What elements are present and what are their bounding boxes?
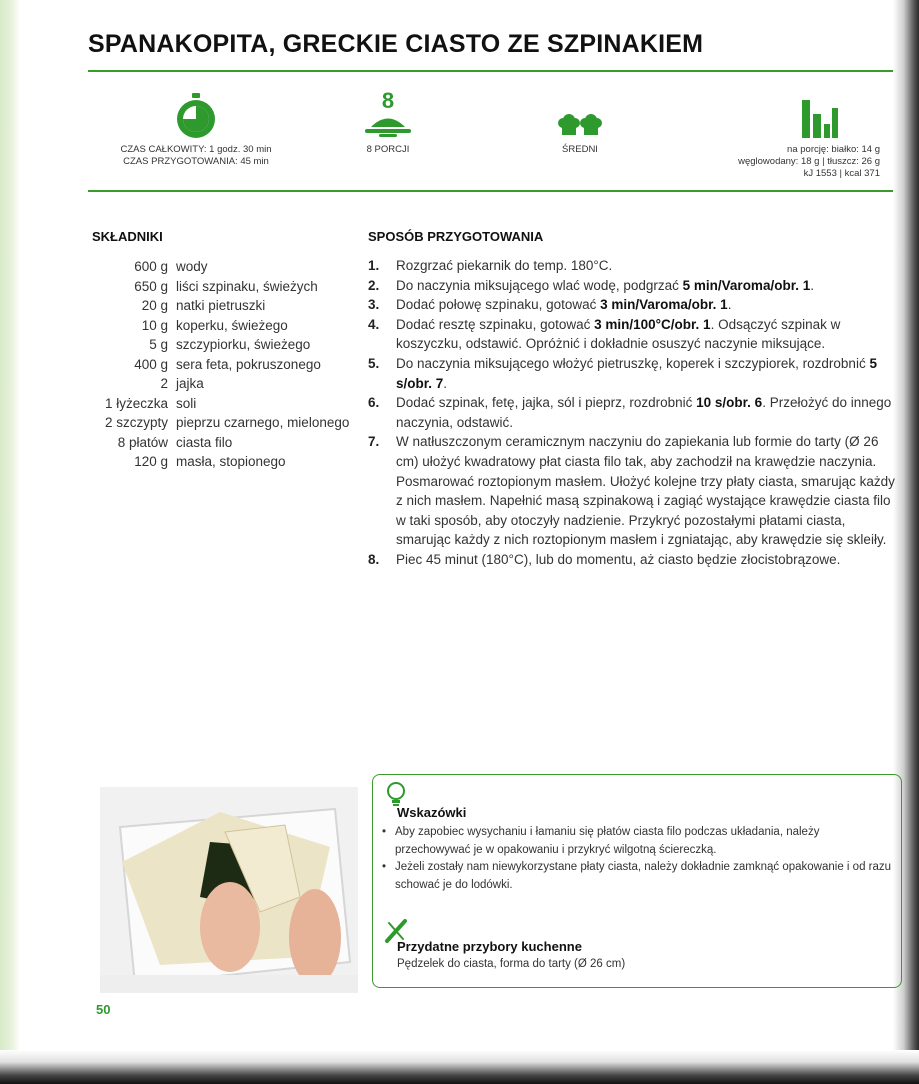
ingredient-quantity: 20 g [141,298,168,313]
ingredient-quantity: 8 płatów [117,434,168,450]
step-text [396,276,896,296]
page-edge-left [0,0,20,1084]
ingredient-row [76,355,356,375]
tip-item: • Jeżeli zostały nam niewykorzystane płaty ciasta, należy dokładnie zamknąć opakowanie i od razu schować je do lodówki. [379,859,894,894]
ingredient-row [76,374,356,394]
step-setting: 5 s/obr. 7 [396,355,877,391]
step-number: 7. [368,434,380,450]
ingredient-quantity: 2 [160,376,168,391]
tip-item: • Aby zapobiec wysychaniu i łamaniu się płatów ciasta filo podczas układania, należy przechowywać je w opakowaniu i przykryć wilgotną ściereczką. [379,824,894,859]
tools-title: Przydatne przybory kuchenne [397,939,582,954]
ingredient-name: natki pietruszki [176,298,266,313]
page-edge-bottom [0,1050,919,1084]
ingredient-row [76,277,356,297]
method-step [368,295,896,315]
step-text [396,550,896,570]
step-setting: 3 min/100°C/obr. 1 [594,316,711,332]
difficulty-label: ŚREDNI [562,144,598,155]
step-number: 8. [368,551,380,567]
portions-label: 8 PORCJI [366,144,410,155]
info-difficulty [520,88,640,156]
ingredient-quantity: 400 g [134,356,168,372]
ingredient-quantity: 120 g [134,454,168,469]
ingredient-name: ciasta filo [176,434,233,450]
step-number: 1. [368,258,380,273]
ingredient-row [76,335,356,355]
ingredient-row [76,394,356,414]
tips-title: Wskazówki [397,805,467,820]
step-text-part: Dodać szpinak, fetę, jajka, sól i pieprz, rozdrobnić [396,395,697,411]
recipe-photo [100,787,358,993]
page-number: 50 [96,1002,111,1017]
method-step [368,256,896,276]
ingredients-list [76,257,356,472]
bar-chart-icon [800,90,840,140]
step-number: 2. [368,277,380,293]
photo-illustration [100,787,358,993]
method-step [368,393,896,432]
lightbulb-icon [383,781,409,807]
step-number: 6. [368,395,380,411]
ingredient-name: sera feta, pokruszonego [176,356,321,372]
recipe-title: SPANAKOPITA, GRECKIE CIASTO ZE SZPINAKIEM [88,30,704,58]
ingredient-name: masła, stopionego [176,454,286,469]
header-rule-bottom [88,190,893,192]
step-text-part: . Przełożyć do innego naczynia, odstawić. [396,395,892,430]
ingredient-name: liści szpinaku, świeżych [176,278,318,294]
nutrition-line-3: kJ 1553 | kcal 371 [803,168,880,179]
method-step [368,550,896,570]
step-text [396,432,896,550]
step-text-part: Do naczynia miksującego wlać wodę, podgrzać [396,277,683,293]
info-portions [338,88,438,156]
info-time [96,88,296,168]
portions-number: 8 [381,88,395,113]
nutrition-line-1: na porcję: białko: 14 g [787,144,880,155]
step-text [396,295,896,315]
method-heading: SPOSÓB PRZYGOTOWANIA [368,229,544,244]
ingredients-heading: SKŁADNIKI [92,229,163,244]
servings-plate-icon [363,112,413,138]
ingredient-row [76,296,356,316]
step-text-part: . [727,297,732,313]
step-text-part: . Odsączyć szpinak w koszyczku, odstawić. Opróżnić i dokładnie osuszyć naczynie miksujące. [396,316,841,352]
method-step [368,432,896,550]
tips-box [372,774,902,988]
step-text-part: Dodać połowę szpinaku, gotować [396,297,601,313]
step-number: 3. [368,297,380,313]
step-text-part: . [443,375,448,391]
step-setting: 5 min/Varoma/obr. 1 [682,277,811,293]
tips-list [379,824,894,894]
step-text-part: Do naczynia miksującego włożyć pietruszkę, koperek i szczypiorek, rozdrobnić [396,355,870,371]
ingredient-row [76,316,356,336]
method-step [368,315,896,354]
ingredient-quantity: 10 g [141,317,168,333]
method-steps [368,256,896,570]
ingredient-quantity: 650 g [134,278,168,294]
ingredient-row [76,413,356,433]
ingredient-row [76,433,356,453]
step-text [396,393,896,432]
step-setting: 10 s/obr. 6 [696,395,763,411]
step-text-part: Piec 45 minut (180°C), lub do momentu, aż ciasto będzie złocistobrązowe. [396,551,841,567]
step-text-part: W natłuszczonym ceramicznym naczyniu do zapiekania lub formie do tarty (Ø 26 cm) ułożyć kwadratowy płat ciasta filo tak, aby zachodził na krawędzie naczynia. Posmarować roztopionym masłem. Ułożyć kolejne trzy płaty ciasta, smarując każdy z nich masłem. Napełnić masą szpinakową i zagiąć wystające krawędzie ciasta filo w taki sposób, aby otoczyły nadzienie. Przykryć pozostałymi płatami ciasta, smarując każdy z nich roztopionym masłem i zgniatając, aby krawędzie się skleiły. [396,434,895,548]
ingredient-name: wody [176,259,208,274]
step-number: 5. [368,355,380,371]
ingredient-quantity: 5 g [149,337,168,352]
method-step [368,354,896,393]
step-text [396,315,896,354]
step-text-part: . [810,277,814,293]
step-text-part: Rozgrzać piekarnik do temp. 180°C. [396,258,613,273]
ingredient-quantity: 1 łyżeczka [104,395,168,411]
header-rule-top [88,70,893,72]
ingredient-name: koperku, świeżego [176,317,288,333]
step-number: 4. [368,316,380,332]
ingredient-row [76,257,356,277]
ingredient-name: jajka [176,376,204,391]
ingredient-quantity: 600 g [134,259,168,274]
nutrition-line-2: węglowodany: 18 g | tłuszcz: 26 g [738,156,880,167]
ingredient-quantity: 2 szczypty [104,415,168,430]
step-text [396,256,896,276]
ingredient-name: szczypiorku, świeżego [176,337,311,352]
stopwatch-icon [174,92,218,140]
tools-text: Pędzelek do ciasta, forma do tarty (Ø 26 cm) [397,958,626,970]
ingredient-name: pieprzu czarnego, mielonego [176,415,350,430]
ingredient-row [76,452,356,472]
ingredient-name: soli [176,395,197,411]
info-nutrition [700,88,880,180]
step-text [396,354,896,393]
chef-hats-icon [555,114,605,140]
method-step [368,276,896,296]
prep-time: CZAS PRZYGOTOWANIA: 45 min [123,156,269,167]
step-setting: 3 min/Varoma/obr. 1 [600,297,728,313]
step-text-part: Dodać resztę szpinaku, gotować [396,316,595,332]
total-time: CZAS CAŁKOWITY: 1 godz. 30 min [120,144,272,155]
